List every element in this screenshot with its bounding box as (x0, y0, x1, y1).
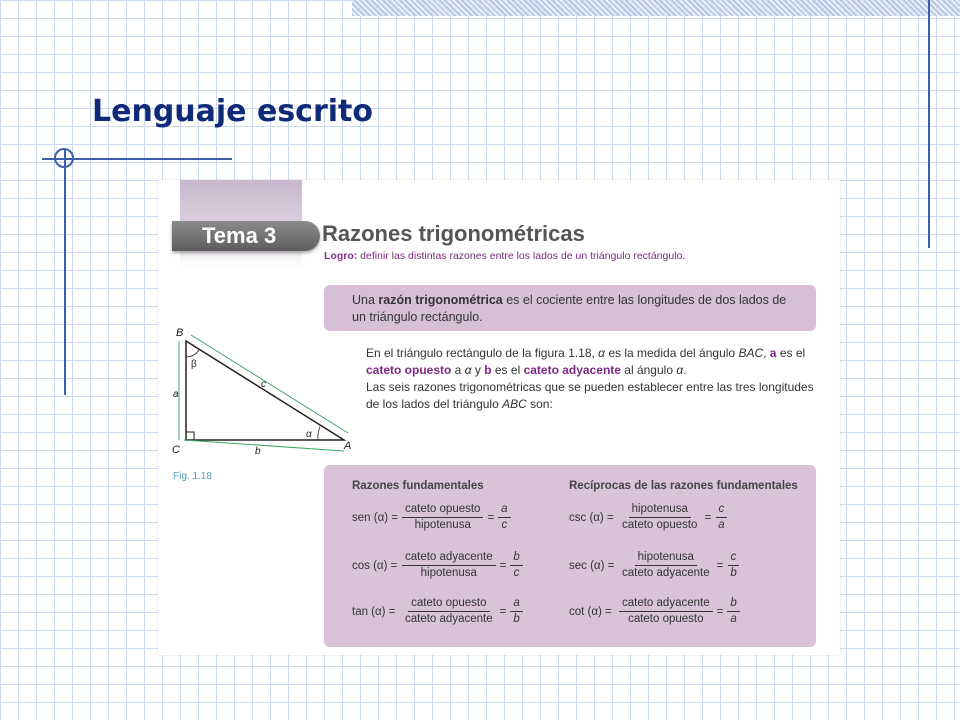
side-c-label: c (261, 379, 266, 390)
function-name: csc (α) = (569, 511, 614, 524)
vertex-a-label: A (344, 440, 352, 452)
para-text: . (683, 363, 687, 377)
side-a-label: a (173, 389, 179, 400)
letter-numerator: c (716, 503, 728, 518)
definition-text-1: Una (352, 293, 379, 307)
reciprocal-ratios-title: Recíprocas de las razones fundamentales (569, 480, 798, 492)
para-side-b: b (484, 363, 492, 377)
fraction-numerator: cateto opuesto (408, 597, 489, 612)
fraction-denominator: hipotenusa (420, 567, 477, 579)
para-text: Las seis razones trigonométricas que se pueden establecer entre las tres longitudes de los lados del triángulo (366, 380, 814, 411)
alpha-label: α (306, 429, 312, 440)
para-side-a: a (769, 346, 777, 360)
slide-title: Lenguaje escrito (92, 94, 373, 129)
formula-right-row (569, 597, 744, 626)
letter-denominator: a (730, 613, 737, 625)
logro-text: definir las distintas razones entre los lados de un triángulo rectángulo. (360, 250, 686, 262)
side-b-label: b (255, 446, 261, 457)
triangle-shape (186, 341, 344, 440)
formula-left-row (352, 503, 515, 532)
letter-numerator: b (727, 597, 739, 612)
fundamental-ratios-title: Razones fundamentales (352, 480, 484, 492)
logro-line (324, 250, 685, 262)
letter-numerator: a (498, 503, 510, 518)
function-name: cos (α) = (352, 559, 398, 572)
definition-box (324, 285, 816, 331)
right-accent-line (928, 0, 930, 248)
fraction-numerator: hipotenusa (629, 503, 691, 518)
letter-denominator: b (513, 613, 520, 625)
side-c-measure (191, 335, 348, 433)
textbook-page-image (158, 180, 840, 655)
letter-numerator: b (510, 551, 522, 566)
para-angle-name: BAC (738, 346, 764, 360)
function-name: sen (α) = (352, 511, 398, 524)
letter-fraction (715, 503, 727, 532)
function-name: sec (α) = (569, 559, 615, 572)
formula-right-row (569, 503, 732, 532)
right-triangle-figure (158, 323, 358, 473)
function-name: tan (α) = (352, 605, 396, 618)
fraction-denominator: cateto opuesto (622, 519, 698, 531)
formula-box (324, 465, 816, 647)
letter-denominator: a (718, 519, 725, 531)
letter-denominator: c (513, 567, 520, 579)
letter-denominator: c (501, 519, 508, 531)
para-cateto-adyacente: cateto adyacente (523, 363, 621, 377)
ratio-fraction (619, 597, 713, 626)
definition-term: razón trigonométrica (378, 293, 503, 307)
left-accent-line (64, 150, 66, 395)
equals-sign: = (487, 511, 495, 524)
equals-sign: = (499, 559, 507, 572)
para-text: y (471, 363, 485, 377)
letter-denominator: b (730, 567, 737, 579)
formula-right-row (569, 551, 744, 580)
para-alpha: α (598, 346, 605, 360)
para-text: son: (526, 397, 553, 411)
para-triangle-name: ABC (502, 397, 527, 411)
fraction-numerator: cateto adyacente (619, 597, 713, 612)
logro-label: Logro: (324, 250, 358, 262)
ratio-fraction (619, 551, 713, 580)
fraction-numerator: cateto opuesto (402, 503, 483, 518)
letter-fraction (498, 503, 510, 532)
fraction-numerator: cateto adyacente (402, 551, 496, 566)
letter-numerator: c (728, 551, 740, 566)
equals-sign: = (716, 559, 724, 572)
para-text: a (451, 363, 465, 377)
para-text: , (763, 346, 770, 360)
figure-caption: Fig. 1.18 (173, 471, 212, 482)
para-text: En el triángulo rectángulo de la figura 1.18, (366, 346, 599, 360)
explanation-paragraph (366, 345, 826, 413)
letter-fraction (727, 551, 739, 580)
para-text: es la medida del ángulo (605, 346, 739, 360)
letter-fraction (510, 551, 522, 580)
ratio-fraction (402, 551, 496, 580)
alpha-arc (318, 427, 320, 440)
letter-fraction (510, 597, 522, 626)
para-alpha: α (464, 363, 472, 377)
letter-numerator: a (510, 597, 522, 612)
ratio-fraction (402, 503, 483, 532)
equals-sign: = (716, 605, 724, 618)
beta-arc (186, 350, 199, 357)
tema-title: Razones trigonométricas (322, 221, 585, 246)
fraction-numerator: hipotenusa (635, 551, 697, 566)
formula-left-row (352, 597, 527, 626)
letter-fraction (727, 597, 739, 626)
fraction-denominator: cateto adyacente (622, 567, 710, 579)
top-pattern-band (352, 0, 960, 16)
definition-text-2: es el cociente entre las longitudes de dos lados de un triángulo rectángulo. (352, 293, 787, 324)
beta-label: β (191, 359, 197, 370)
formula-left-row (352, 551, 527, 580)
accent-circle (54, 148, 74, 168)
ratio-fraction (402, 597, 496, 626)
fraction-denominator: cateto adyacente (405, 613, 493, 625)
fraction-denominator: hipotenusa (414, 519, 471, 531)
fraction-denominator: cateto opuesto (628, 613, 704, 625)
para-alpha: α (676, 363, 684, 377)
tema-badge: Tema 3 (172, 221, 320, 251)
function-name: cot (α) = (569, 605, 612, 618)
para-cateto-opuesto: cateto opuesto (366, 363, 452, 377)
vertex-c-label: C (172, 444, 180, 456)
side-b-measure (184, 440, 344, 451)
equals-sign: = (499, 605, 507, 618)
ratio-fraction (619, 503, 700, 532)
right-angle-marker (186, 432, 194, 440)
vertex-b-label: B (176, 327, 184, 339)
equals-sign: = (704, 511, 712, 524)
para-text: es el (776, 346, 806, 360)
para-text: es el (491, 363, 524, 377)
para-text: al ángulo (620, 363, 677, 377)
